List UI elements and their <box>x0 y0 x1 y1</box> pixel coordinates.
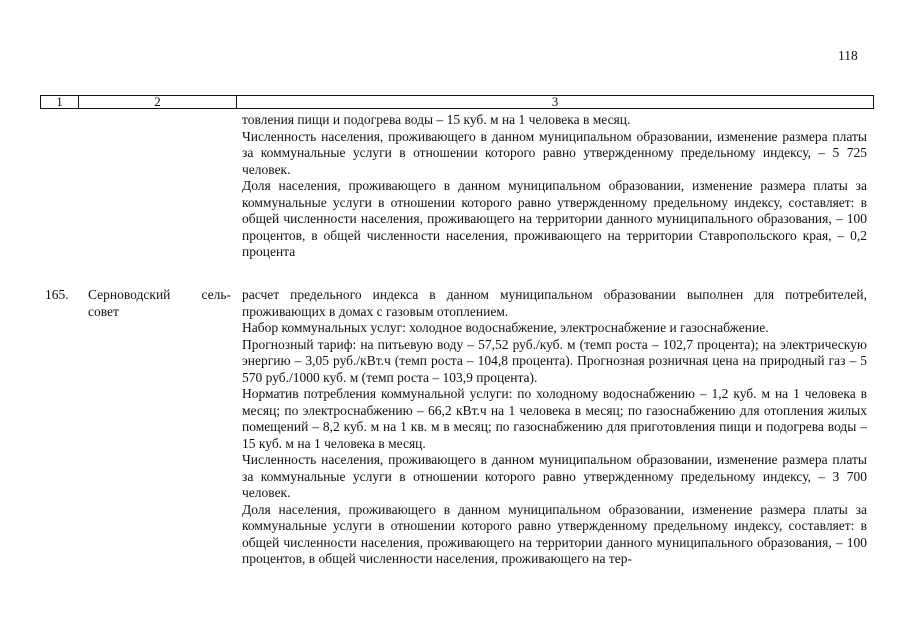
entry-name-line-2: совет <box>88 303 119 319</box>
continuation-paragraph: Численность населения, проживающего в данном муниципальном образовании, изменение размера платы за коммунальные услуги в отношении которого равно утвержденному предельному индексу, – 5 725 человек. <box>242 128 867 177</box>
entry-number: 165. <box>45 287 69 302</box>
header-col-3: 3 <box>551 94 559 109</box>
table-header-row <box>40 95 874 109</box>
continuation-text <box>242 112 867 261</box>
page-number: 118 <box>838 48 858 63</box>
entry-paragraph: Доля населения, проживающего в данном муниципальном образовании, изменение размера платы за коммунальные услуги в отношении которого равно утвержденному предельному индексу, составляет: в общей численности населения, проживающего на территории данного муниципального образования, – 100 процентов, в общей численности населения, проживающего на тер- <box>242 501 867 566</box>
continuation-paragraph: Доля населения, проживающего в данном муниципальном образовании, изменение размера платы за коммунальные услуги в отношении которого равно утвержденному предельному индексу, составляет: в общей численности населения, проживающего на территории данного муниципального образования, – 100 процентов, в общей численности населения, проживающего на территории Ставропольского края, – 0,2 процента <box>242 178 867 259</box>
entry-paragraph: Норматив потребления коммунальной услуги: по холодному водоснабжению – 1,2 куб. м на 1 человека в месяц; по электроснабжению – 66,2 кВт.ч на 1 человека в месяц; по газоснабжению для отопления жилых помещений – 8,2 куб. м на 1 кв. м в месяц; по газоснабжению для приготовления пищи и подогрева воды – 15 куб. м на 1 человека в месяц. <box>242 386 867 451</box>
entry-paragraph: расчет предельного индекса в данном муниципальном образовании выполнен для потребителей, проживающих в домах с газовым отоплением. <box>242 287 867 319</box>
entry-paragraph: Набор коммунальных услуг: холодное водоснабжение, электроснабжение и газоснабжение. <box>242 320 769 335</box>
entry-municipality-name <box>88 287 231 320</box>
entry-paragraph: Численность населения, проживающего в данном муниципальном образовании, изменение размера платы за коммунальные услуги в отношении которого равно утвержденному предельному индексу, – 3 700 человек. <box>242 452 867 500</box>
header-col-2: 2 <box>79 96 237 108</box>
entry-name-line-1: Серноводский сель- <box>88 287 231 302</box>
entry-paragraph: Прогнозный тариф: на питьевую воду – 57,52 руб./куб. м (темп роста – 102,7 процента); на электрическую энергию – 3,05 руб./кВт.ч (темп роста – 104,8 процента). Прогнозная розничная цена на природный газ – 5 570 руб./1000 куб. м (темп роста – 103,9 процента). <box>242 336 867 385</box>
entry-description <box>242 287 867 568</box>
continuation-paragraph: товления пищи и подогрева воды – 15 куб. м на 1 человека в месяц. <box>242 112 631 127</box>
header-col-1: 1 <box>41 96 79 108</box>
